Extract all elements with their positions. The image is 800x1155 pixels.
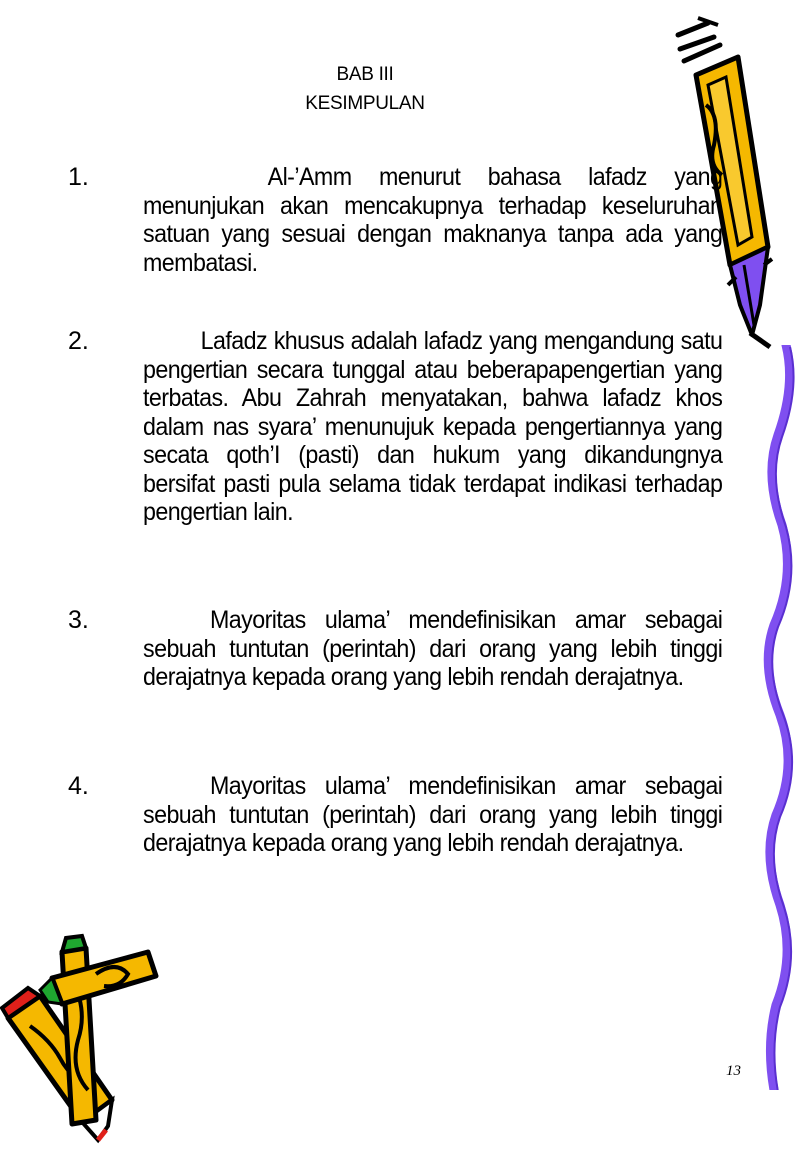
item-number: 3. [68,606,89,634]
page-number: 13 [726,1063,741,1079]
list-item [68,772,723,858]
item-text: Mayoritas ulama’ mendefinisikan amar sebagai sebuah tuntutan (perintah) dari orang yang lebih tinggi derajatnya kepada orang yang lebih rendah derajatnya. [143,772,723,857]
item-text: Lafadz khusus adalah lafadz yang mengandung satu pengertian secara tunggal atau beberapapengertian yang terbatas. Abu Zahrah menyatakan, bahwa lafadz khos dalam nas syara’ menunujuk kepada pengertiannya yang secata qoth’I (pasti) dan hukum yang dikandungnya bersifat pasti pula selama tidak terdapat indikasi terhadap pengertian lain. [143,327,723,526]
item-number: 4. [68,772,89,800]
list-item [68,606,723,692]
list-item [68,163,723,277]
item-number: 1. [68,163,89,191]
item-number: 2. [68,327,89,355]
chapter-heading: BAB III [336,64,394,85]
item-text: Al-’Amm menurut bahasa lafadz yang menunjukan akan mencakupnya terhadap keseluruhan satuan yang sesuai dengan maknanya tanpa ada yang membatasi. [143,163,723,277]
purple-ribbon-icon [756,345,800,1090]
crossed-pencils-clipart-icon [0,930,165,1145]
item-text: Mayoritas ulama’ mendefinisikan amar sebagai sebuah tuntutan (perintah) dari orang yang lebih tinggi derajatnya kepada orang yang lebih rendah derajatnya. [143,606,723,691]
chapter-title: KESIMPULAN [305,93,425,114]
list-item [68,327,723,527]
